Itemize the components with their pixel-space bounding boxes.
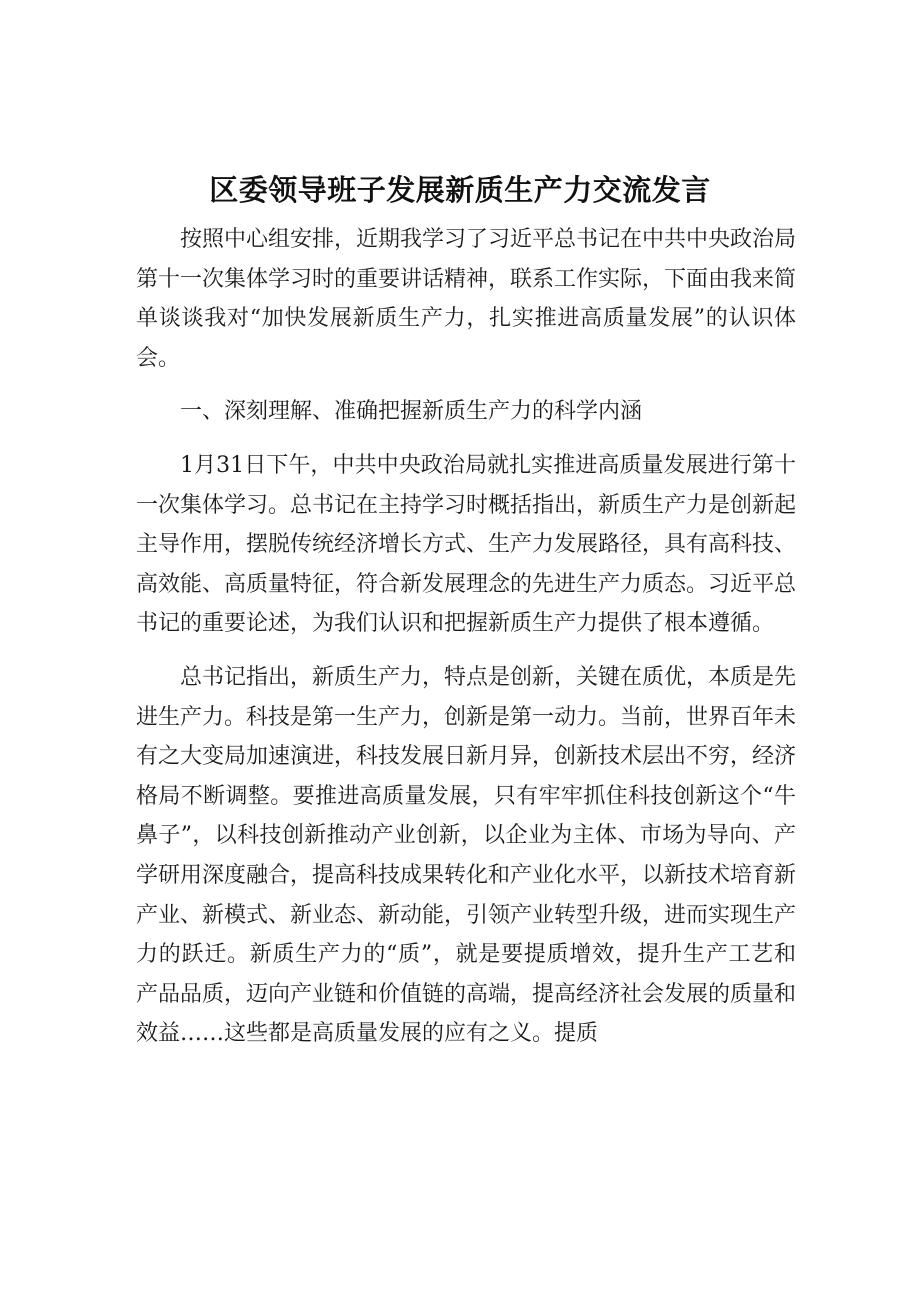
paragraph-intro: 按照中心组安排，近期我学习了习近平总书记在中共中央政治局第十一次集体学习时的重要讲话精神，联系工作实际，下面由我来简单谈谈我对“加快发展新质生产力，扎实推进高质量发展”的认识体会。 (136, 227, 797, 371)
document-body (136, 220, 796, 1054)
paragraph: 总书记指出，新质生产力，特点是创新，关键在质优，本质是先进生产力。科技是第一生产力，创新是第一动力。当前，世界百年未有之大变局加速演进，科技发展日新月异，创新技术层出不穷，经济格局不断调整。要推进高质量发展，只有牢牢抓住科技创新这个“牛鼻子”，以科技创新推动产业创新，以企业为主体、市场为导向、产学研用深度融合，提高科技成果转化和产业化水平，以新技术培育新产业、新模式、新业态、新动能，引领产业转型升级，进而实现生产力的跃迁。新质生产力的“质”，就是要提质增效，提升生产工艺和产品品质，迈向产业链和价值链的高端，提高经济社会发展的质量和效益……这些都是高质量发展的应有之义。提质 (136, 664, 797, 1047)
paragraph: 1月31日下午，中共中央政治局就扎实推进高质量发展进行第十一次集体学习。总书记在主持学习时概括指出，新质生产力是创新起主导作用，摆脱传统经济增长方式、生产力发展路径，具有高科技、高效能、高质量特征，符合新发展理念的先进生产力质态。习近平总书记的重要论述，为我们认识和把握新质生产力提供了根本遵循。 (136, 452, 797, 637)
document-title: 区委领导班子发展新质生产力交流发言 (209, 173, 711, 207)
section-heading: 一、深刻理解、准确把握新质生产力的科学内涵 (180, 399, 643, 425)
